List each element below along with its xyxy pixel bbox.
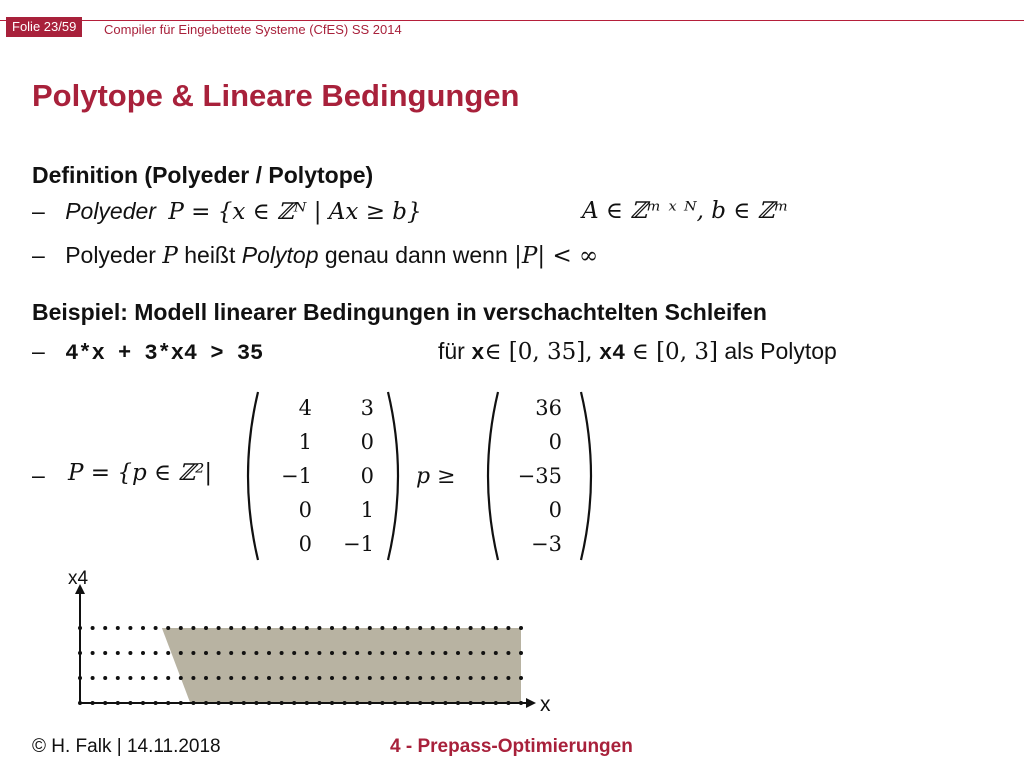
lattice-point: [305, 626, 309, 630]
lattice-point: [317, 651, 321, 655]
matrix-cell: 1: [298, 430, 312, 454]
polytope-region: [162, 628, 521, 703]
lattice-point: [91, 676, 95, 680]
lattice-point: [431, 626, 435, 630]
lattice-point: [191, 651, 195, 655]
matrix-left-paren: [248, 392, 258, 560]
lattice-point: [204, 626, 208, 630]
als-polytop-text: als Polytop: [724, 338, 837, 364]
lattice-point: [166, 626, 170, 630]
lattice-point: [519, 676, 523, 680]
vector-left-paren: [488, 392, 498, 560]
lattice-point: [141, 676, 145, 680]
lattice-point: [141, 651, 145, 655]
polytop-term: Polytop: [241, 242, 319, 268]
constraint-code: 4*x + 3*x4 > 35: [65, 341, 264, 366]
lattice-point: [254, 626, 258, 630]
lattice-point: [280, 651, 284, 655]
matrix-inequality: [236, 386, 606, 566]
lattice-point: [179, 651, 183, 655]
lattice-point: [217, 626, 221, 630]
lattice-point: [116, 676, 120, 680]
matrix-cell: −1: [343, 532, 374, 556]
lattice-point: [330, 626, 334, 630]
lattice-point: [154, 626, 158, 630]
lattice-point: [128, 651, 132, 655]
lattice-point: [481, 651, 485, 655]
range-x4: ∈ [0, 3]: [631, 339, 718, 365]
y-axis-label: x4: [68, 568, 89, 589]
footer-chapter: 4 - Prepass-Optimierungen: [390, 736, 633, 757]
bullet-dash: –: [32, 242, 45, 268]
bullet-dash: –: [32, 338, 45, 364]
lattice-point: [154, 676, 158, 680]
set-prefix: P = {p ∈ ℤ²|: [68, 460, 213, 486]
slide-title: Polytope & Lineare Bedingungen: [32, 78, 520, 113]
lattice-point: [506, 626, 510, 630]
definition-line-2: [32, 242, 598, 269]
lattice-point: [406, 626, 410, 630]
lattice-point: [267, 626, 271, 630]
lattice-point: [519, 626, 523, 630]
finite-condition: |P| < ∞: [514, 243, 599, 269]
lattice-point: [229, 651, 233, 655]
vector-cell: 36: [535, 396, 562, 420]
lattice-point: [217, 676, 221, 680]
lattice-point: [242, 626, 246, 630]
lattice-point: [280, 626, 284, 630]
lattice-point: [355, 626, 359, 630]
lattice-point: [418, 626, 422, 630]
lattice-point: [292, 676, 296, 680]
lattice-point: [305, 651, 309, 655]
lattice-point: [431, 676, 435, 680]
lattice-point: [154, 651, 158, 655]
x-axis-label: x: [540, 693, 551, 716]
lattice-point: [393, 626, 397, 630]
var-x: x: [471, 341, 485, 366]
lattice-point: [443, 651, 447, 655]
lattice-point: [494, 676, 498, 680]
lattice-point: [229, 676, 233, 680]
matrix-right-paren: [388, 392, 398, 560]
lattice-point: [506, 651, 510, 655]
lattice-point: [141, 626, 145, 630]
lattice-point: [191, 626, 195, 630]
lattice-point: [469, 626, 473, 630]
lattice-point: [317, 626, 321, 630]
matrix-cell: 4: [298, 396, 312, 420]
bullet-dash: –: [32, 462, 45, 488]
polyeder-label-2: Polyeder: [65, 242, 156, 268]
footer-author-date: © H. Falk | 14.11.2018: [32, 736, 221, 757]
lattice-point: [343, 651, 347, 655]
lattice-point: [343, 676, 347, 680]
lattice-point: [217, 651, 221, 655]
lattice-point: [443, 626, 447, 630]
lattice-point: [456, 676, 460, 680]
polytope-lattice-plot: [60, 560, 580, 725]
heisst-text: heißt: [184, 242, 236, 268]
lattice-point: [355, 676, 359, 680]
vector-cell: 0: [548, 498, 562, 522]
var-x4: x4: [598, 341, 626, 366]
matrix-cell: −1: [281, 464, 312, 488]
lattice-point: [431, 651, 435, 655]
lattice-point: [116, 651, 120, 655]
lattice-point: [368, 651, 372, 655]
lattice-point: [91, 651, 95, 655]
lattice-point: [481, 626, 485, 630]
polyeder-condition: A ∈ ℤᵐ ˣ ᴺ, b ∈ ℤᵐ: [582, 198, 789, 224]
lattice-point: [481, 676, 485, 680]
matrix-cell: 1: [360, 498, 374, 522]
polyeder-formula: P = {x ∈ ℤᴺ | Ax ≥ b}: [168, 199, 422, 225]
lattice-point: [418, 676, 422, 680]
lattice-point: [204, 651, 208, 655]
lattice-point: [91, 626, 95, 630]
range-text: [438, 338, 837, 366]
course-title: Compiler für Eingebettete Systeme (CfES) SS 2014: [104, 22, 402, 37]
lattice-point: [179, 626, 183, 630]
lattice-point: [355, 651, 359, 655]
polyeder-label: Polyeder: [65, 198, 156, 224]
lattice-point: [103, 651, 107, 655]
lattice-point: [267, 676, 271, 680]
lattice-point: [305, 676, 309, 680]
slide-number-badge: Folie 23/59: [6, 17, 82, 37]
lattice-point: [393, 651, 397, 655]
lattice-point: [456, 626, 460, 630]
lattice-point: [368, 626, 372, 630]
vector-cell: 0: [548, 430, 562, 454]
matrix-cell: 3: [360, 396, 374, 420]
lattice-point: [242, 651, 246, 655]
lattice-point: [166, 676, 170, 680]
genau-text: genau dann wenn: [324, 242, 508, 268]
vector-right-paren: [581, 392, 591, 560]
lattice-point: [103, 626, 107, 630]
lattice-point: [317, 676, 321, 680]
lattice-point: [292, 626, 296, 630]
p-geq: p ≥: [416, 464, 456, 489]
definition-heading: Definition (Polyeder / Polytope): [32, 162, 374, 188]
vector-cell: −35: [517, 464, 562, 488]
example-heading: Beispiel: Modell linearer Bedingungen in verschachtelten Schleifen: [32, 299, 767, 325]
example-line-1: [32, 338, 263, 366]
lattice-point: [179, 676, 183, 680]
lattice-point: [469, 651, 473, 655]
lattice-point: [406, 676, 410, 680]
vector-cell: −3: [531, 532, 562, 556]
lattice-point: [393, 676, 397, 680]
lattice-point: [103, 676, 107, 680]
lattice-point: [128, 626, 132, 630]
lattice-point: [330, 676, 334, 680]
matrix-cell: 0: [298, 532, 312, 556]
lattice-point: [330, 651, 334, 655]
lattice-point: [204, 676, 208, 680]
lattice-point: [254, 676, 258, 680]
lattice-point: [418, 651, 422, 655]
fuer-text: für: [438, 338, 465, 364]
lattice-point: [494, 651, 498, 655]
range-x: ∈ [0, 35],: [484, 339, 593, 365]
lattice-point: [494, 626, 498, 630]
lattice-point: [254, 651, 258, 655]
lattice-point: [292, 651, 296, 655]
lattice-point: [280, 676, 284, 680]
lattice-point: [242, 676, 246, 680]
lattice-point: [469, 676, 473, 680]
lattice-point: [166, 651, 170, 655]
lattice-point: [343, 626, 347, 630]
lattice-point: [443, 676, 447, 680]
matrix-cell: 0: [360, 430, 374, 454]
lattice-point: [380, 676, 384, 680]
header-rule: [0, 20, 1024, 21]
lattice-point: [267, 651, 271, 655]
lattice-point: [506, 676, 510, 680]
lattice-point: [406, 651, 410, 655]
matrix-cell: 0: [298, 498, 312, 522]
polyeder-var: P: [162, 243, 178, 269]
matrix-cell: 0: [360, 464, 374, 488]
lattice-point: [380, 651, 384, 655]
lattice-point: [128, 676, 132, 680]
lattice-point: [116, 626, 120, 630]
lattice-point: [380, 626, 384, 630]
lattice-point: [368, 676, 372, 680]
bullet-dash: –: [32, 198, 45, 224]
lattice-point: [229, 626, 233, 630]
definition-line-1: [32, 198, 422, 225]
x-axis-arrow: [526, 698, 536, 708]
lattice-point: [519, 651, 523, 655]
lattice-point: [191, 676, 195, 680]
lattice-point: [456, 651, 460, 655]
